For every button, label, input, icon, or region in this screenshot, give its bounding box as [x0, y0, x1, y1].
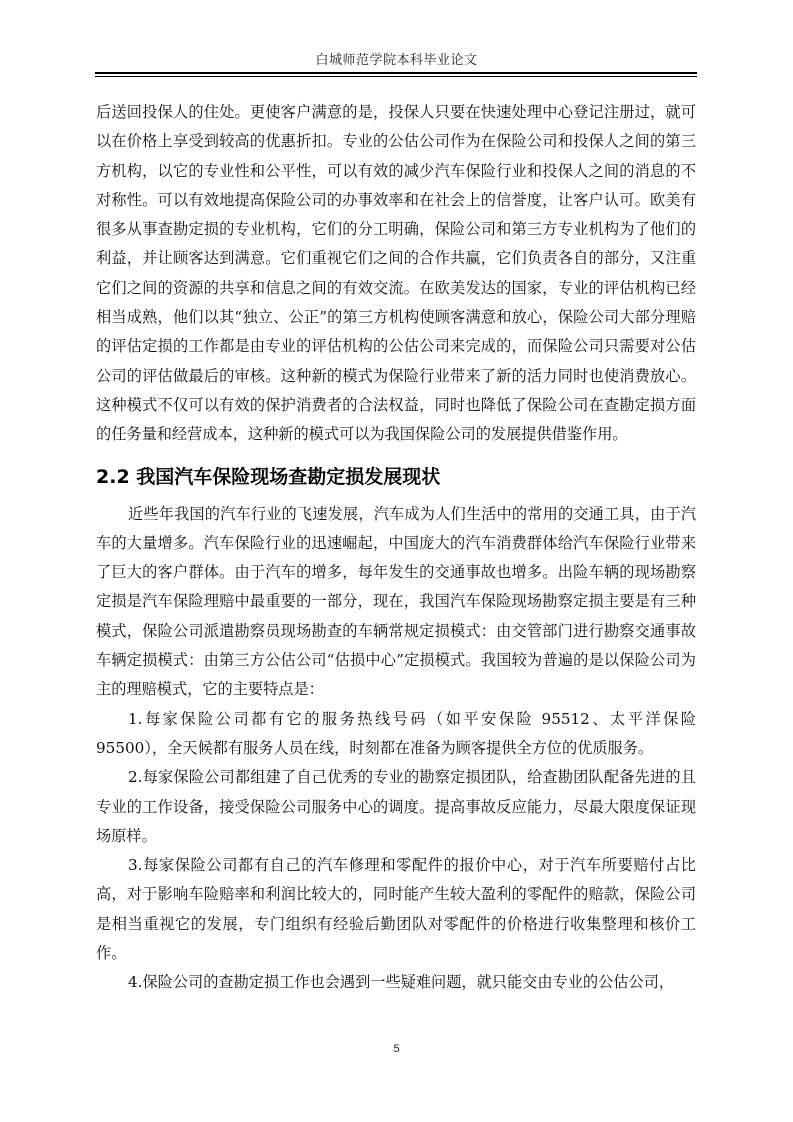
- list-item-2: 2.每家保险公司都组建了自己优秀的专业的勘察定损团队，给查勘团队配备先进的且专业的工作设备，接受保险公司服务中心的调度。提高事故反应能力，尽最大限度保证现场原样。: [96, 768, 696, 845]
- page-number: 5: [393, 1043, 400, 1055]
- header-title: 白城师范学院本科毕业论文: [315, 53, 478, 68]
- header-rule-thin: [95, 76, 697, 77]
- page-body: [96, 98, 696, 998]
- list-item-3: 3.每家保险公司都有自己的汽车修理和零配件的报价中心，对于汽车所要赔付占比高，对于影响车险赔率和利润比较大的，同时能产生较大盈利的零配件的赔款，保险公司是相当重视它的发展，专门组织有经验后勤团队对零配件的价格进行收集整理和核价工作。: [96, 856, 696, 963]
- body-paragraph: 近些年我国的汽车行业的飞速发展，汽车成为人们生活中的常用的交通工具，由于汽车的大量增多。汽车保险行业的迅速崛起，中国庞大的汽车消费群体给汽车保险行业带来了巨大的客户群体。由于汽车的增多，每年发生的交通事故也增多。出险车辆的现场勘察定损是汽车保险理赔中最重要的一部分，现在，我国汽车保险现场勘察定损主要是有三种模式，保险公司派遣勘察员现场勘查的车辆常规定损模式：由交管部门进行勘察交通事故车辆定损模式：由第三方公估公司“估损中心”定损模式。我国较为普遍的是以保险公司为主的理赔模式，它的主要特点是：: [96, 504, 696, 699]
- list-item-1: 1.每家保险公司都有它的服务热线号码（如平安保险 95512、太平洋保险 95500），全天候都有服务人员在线，时刻都在准备为顾客提供全方位的优质服务。: [96, 709, 696, 757]
- section-heading: 2.2 我国汽车保险现场查勘定损发展现状: [96, 465, 441, 488]
- list-item-4: 4.保险公司的查勘定损工作也会遇到一些疑难问题，就只能交由专业的公估公司，: [128, 973, 675, 992]
- body-paragraph-continued: 后送回投保人的住处。更使客户满意的是，投保人只要在快速处理中心登记注册过，就可以在价格上享受到较高的优惠折扣。专业的公估公司作为在保险公司和投保人之间的第三方机构，以它的专业性和公平性，可以有效的减少汽车保险行业和投保人之间的消息的不对称性。可以有效地提高保险公司的办事效率和在社会上的信誉度，让客户认可。欧美有很多从事查勘定损的专业机构，它们的分工明确，保险公司和第三方专业机构为了他们的利益，并让顾客达到满意。它们重视它们之间的合作共赢，它们负责各自的部分，又注重它们之间的资源的共享和信息之间的有效交流。在欧美发达的国家，专业的评估机构已经相当成熟，他们以其“独立、公正”的第三方机构使顾客满意和放心，保险公司大部分理赔的评估定损的工作都是由专业的评估机构的公估公司来完成的，而保险公司只需要对公估公司的评估做最后的审核。这种新的模式为保险行业带来了新的活力同时也使消费放心。这种模式不仅可以有效的保护消费者的合法权益，同时也降低了保险公司在查勘定损方面的任务量和经营成本，这种新的模式可以为我国保险公司的发展提供借鉴作用。: [96, 103, 696, 444]
- header-rule-thick: [95, 72, 697, 74]
